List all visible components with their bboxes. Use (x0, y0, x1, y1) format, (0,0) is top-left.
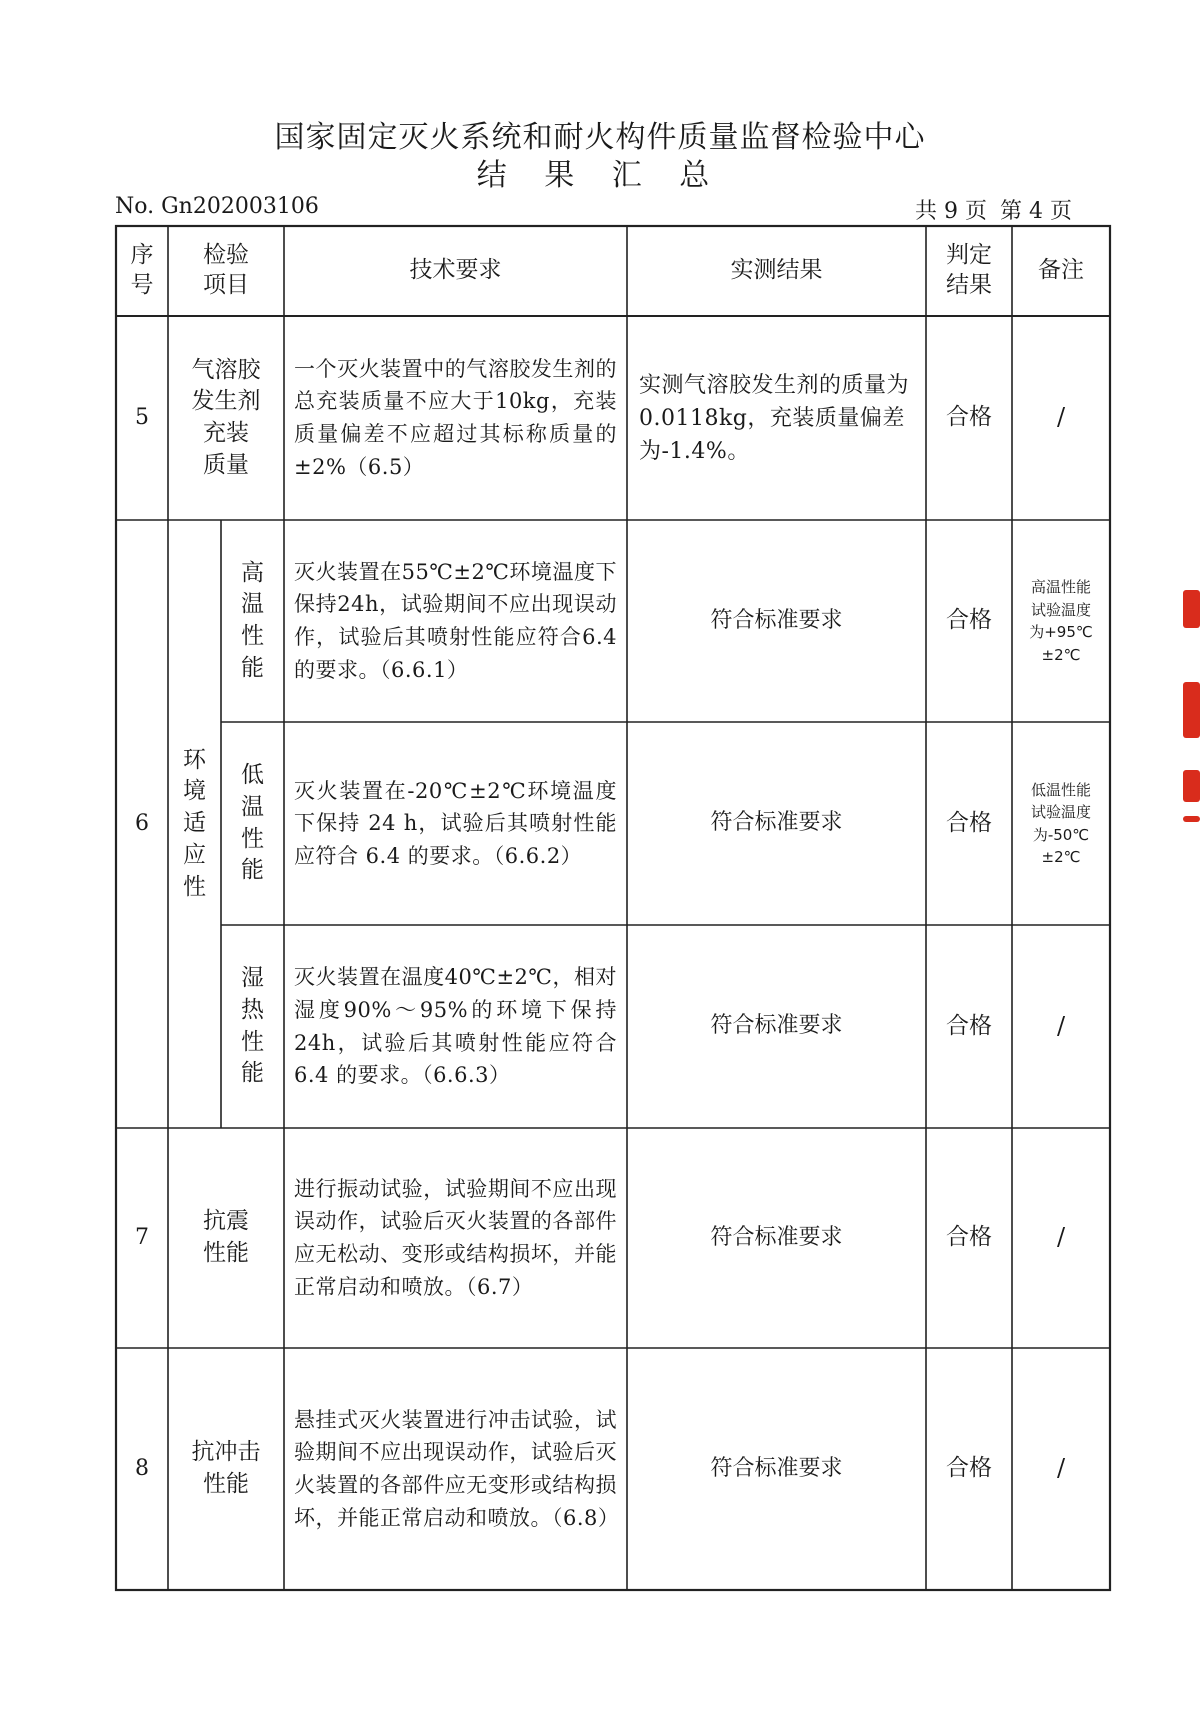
row-item-group: 环 境 适 应 性 (183, 746, 206, 900)
header-seq: 序 号 (130, 242, 154, 298)
row-remark: / (1056, 1011, 1066, 1040)
current-page: 第 4 页 (999, 199, 1072, 224)
header-verdict: 判定 结果 (946, 242, 992, 298)
requirement-text: 一个灭火装置中的气溶胶发生剂的总充装质量不应大于10kg，充装质量偏差不应超过其标称质量的±2%（6.5） (294, 356, 617, 479)
header-requirement: 技术要求 (409, 257, 502, 284)
row-result: 符合标准要求 (710, 1224, 843, 1250)
row-seq: 8 (135, 1455, 149, 1481)
row-verdict: 合格 (946, 1455, 992, 1482)
row-result: 符合标准要求 (710, 607, 843, 633)
row-verdict: 合格 (946, 607, 992, 634)
requirement-text: 灭火装置在55℃±2℃环境温度下保持24h，试验期间不应出现误动作，试验后其喷射性能应符合6.4的要求。（6.6.1） (294, 559, 617, 682)
row-remark: / (1056, 403, 1066, 432)
row-verdict: 合格 (946, 809, 992, 836)
report-number: No. Gn202003106 (115, 194, 319, 219)
page-info (915, 194, 1078, 225)
header-item: 检验 项目 (203, 242, 249, 298)
requirement-text: 灭火装置在-20℃±2℃环境温度下保持 24 h，试验后其喷射性能应符合 6.4 的要求。（6.6.2） (294, 778, 617, 868)
row-requirement (284, 1348, 627, 1590)
row-seq: 6 (135, 810, 149, 836)
row-result: 符合标准要求 (710, 1455, 843, 1481)
row-item: 抗冲击 性能 (191, 1439, 261, 1497)
row-item: 抗震 性能 (203, 1208, 249, 1266)
row-verdict: 合格 (946, 1012, 992, 1039)
row-remark: 高温性能 试验温度 为+95℃ ±2℃ (1029, 578, 1093, 664)
org-title: 国家固定灭火系统和耐火构件质量监督检验中心 (274, 120, 926, 155)
row-seq: 5 (135, 404, 149, 430)
row-requirement (284, 722, 627, 925)
row-result: 符合标准要求 (710, 810, 843, 836)
row-requirement (284, 520, 627, 722)
row-requirement (284, 316, 627, 520)
header-result: 实测结果 (730, 257, 823, 284)
row-remark: 低温性能 试验温度 为-50℃ ±2℃ (1030, 780, 1091, 866)
total-pages: 共 9 页 (915, 199, 987, 224)
row-verdict: 合格 (946, 404, 992, 431)
row-requirement (284, 1128, 627, 1348)
requirement-text: 进行振动试验，试验期间不应出现误动作，试验后灭火装置的各部件应无松动、变形或结构损坏，并能正常启动和喷放。（6.7） (294, 1176, 617, 1299)
doc-title: 结 果 汇 总 (476, 158, 724, 193)
row-subitem: 低 温 性 能 (241, 762, 264, 884)
header-remark: 备注 (1038, 257, 1084, 284)
result-text: 实测气溶胶发生剂的质量为 0.0118kg，充装质量偏差为-1.4%。 (639, 372, 910, 464)
requirement-text: 悬挂式灭火装置进行冲击试验，试验期间不应出现误动作，试验后灭火装置的各部件应无变形或结构损坏，并能正常启动和喷放。（6.8） (294, 1407, 620, 1530)
row-result (627, 316, 926, 520)
row-requirement (284, 925, 627, 1128)
row-verdict: 合格 (946, 1224, 992, 1251)
row-result: 符合标准要求 (710, 1013, 843, 1039)
row-item: 气溶胶 发生剂 充装 质量 (191, 356, 261, 478)
requirement-text: 灭火装置在温度40℃±2℃，相对湿度90%～95%的环境下保持24h，试验后其喷射性能应符合6.4 的要求。（6.6.3） (294, 965, 617, 1088)
row-remark: / (1056, 1223, 1066, 1252)
row-subitem: 高 温 性 能 (241, 559, 264, 681)
row-seq: 7 (135, 1224, 149, 1250)
row-subitem: 湿 热 性 能 (241, 965, 264, 1087)
official-seal-fragment (1183, 590, 1200, 830)
row-remark: / (1056, 1454, 1066, 1483)
